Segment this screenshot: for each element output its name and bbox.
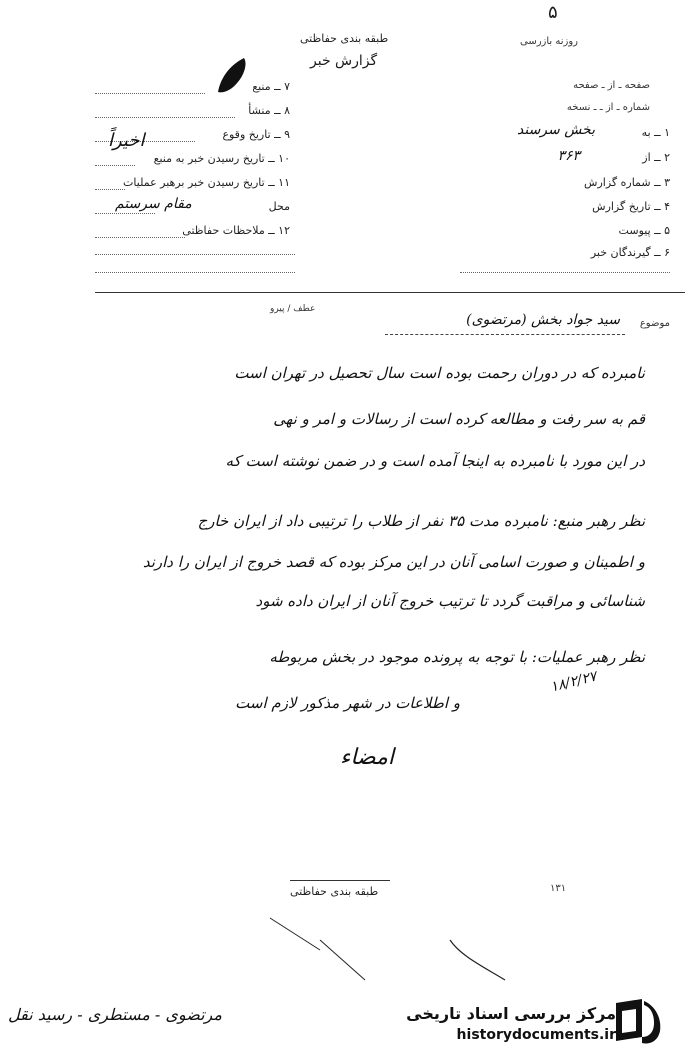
side-date: ۱۸/۲/۲۷ xyxy=(548,668,599,696)
signature: امضاء xyxy=(340,745,395,770)
field-label-report-number: ۳ ــ شماره گزارش xyxy=(584,176,670,189)
field-line xyxy=(95,237,185,238)
field-label-place: محل xyxy=(268,200,290,213)
header-classification: طبقه بندی حفاظتی xyxy=(300,32,389,45)
field-line xyxy=(95,93,205,94)
header-separator xyxy=(95,292,685,293)
margin-note: عطف / پیرو xyxy=(270,304,316,314)
bottom-note: مرتضوی - مستطری - رسید نقل xyxy=(8,1005,222,1024)
field-label-from: ۲ ــ از xyxy=(642,151,670,164)
ink-blot xyxy=(214,56,250,94)
archive-logo-icon xyxy=(612,997,664,1047)
field-label-news-to-source: ۱۰ ــ تاریخ رسیدن خبر به منبع xyxy=(153,152,290,165)
field-label-origin: ۸ ــ منشأ xyxy=(248,104,290,117)
subject-underline xyxy=(385,334,625,335)
field-label-to: ۱ ــ به xyxy=(641,126,670,139)
field-line xyxy=(95,165,135,166)
handwritten-from: ۳۶۳ xyxy=(557,148,580,164)
field-line xyxy=(95,272,295,273)
subject-value: سید جواد بخش (مرتضوی) xyxy=(466,312,620,328)
body-line: و اطلاعات در شهر مذکور لازم است xyxy=(235,694,460,712)
body-line: قم به سر رفت و مطالعه کرده است از رسالات و امر و نهی xyxy=(273,410,645,428)
field-line xyxy=(95,254,295,255)
form-ref: روزنه بازرسی xyxy=(520,36,579,47)
field-label-security-notes: ۱۲ ــ ملاحظات حفاظتی xyxy=(182,224,290,237)
field-label-news-to-ops: ۱۱ ــ تاریخ رسیدن خبر برهبر عملیات xyxy=(123,176,290,189)
footer-doc-code: ۱۳۱ xyxy=(550,883,567,894)
page-number: ۵ xyxy=(548,2,558,23)
body-line: شناسائی و مراقبت گردد تا ترتیب خروج آنان از ایران داده شود xyxy=(255,592,645,610)
pen-strokes xyxy=(260,910,510,990)
org-url[interactable]: historydocuments.ir xyxy=(456,1027,616,1043)
field-line xyxy=(460,272,670,273)
body-line: نظر رهبر منبع: نامبرده مدت ۳۵ نفر از طلاب را ترتیبی داد از ایران خارج xyxy=(197,512,645,530)
handwritten-date-received: اخیراً xyxy=(108,130,145,151)
footer-classification: طبقه بندی حفاظتی xyxy=(290,885,379,898)
field-label-source: ۷ ــ منبع xyxy=(252,80,290,93)
header-title: گزارش خبر xyxy=(310,53,378,69)
field-label-report-date: ۴ ــ تاریخ گزارش xyxy=(592,200,670,213)
field-label-attachment: ۵ ــ پیوست xyxy=(618,224,670,237)
handwritten-place: مقام سرستم xyxy=(115,196,192,212)
field-line xyxy=(95,117,235,118)
body-line: نامبرده که در دوران رحمت بوده است سال تحصیل در تهران است xyxy=(234,364,645,382)
field-label-event-date: ۹ ــ تاریخ وقوع xyxy=(222,128,290,141)
field-label-page-of: صفحه ـ از ـ صفحه xyxy=(573,80,650,91)
field-line xyxy=(95,213,155,214)
field-line xyxy=(95,189,125,190)
field-label-recipients: ۶ ــ گیرندگان خبر xyxy=(590,246,670,259)
body-line: در این مورد با نامبرده به اینجا آمده است و در ضمن نوشته است که xyxy=(225,452,645,470)
handwritten-to: بخش سرسند xyxy=(517,122,595,138)
subject-label: موضوع xyxy=(639,318,670,329)
body-line: نظر رهبر عملیات: با توجه به پرونده موجود در بخش مربوطه xyxy=(269,648,645,666)
org-name: مرکز بررسی اسناد تاریخی xyxy=(406,1004,616,1023)
footer-rule xyxy=(290,880,390,881)
field-label-copy-of: شماره ـ از ـ ـ نسخه xyxy=(566,102,650,113)
body-line: و اطمینان و صورت اسامی آنان در این مرکز بوده که قصد خروج از ایران را دارند xyxy=(142,553,645,571)
